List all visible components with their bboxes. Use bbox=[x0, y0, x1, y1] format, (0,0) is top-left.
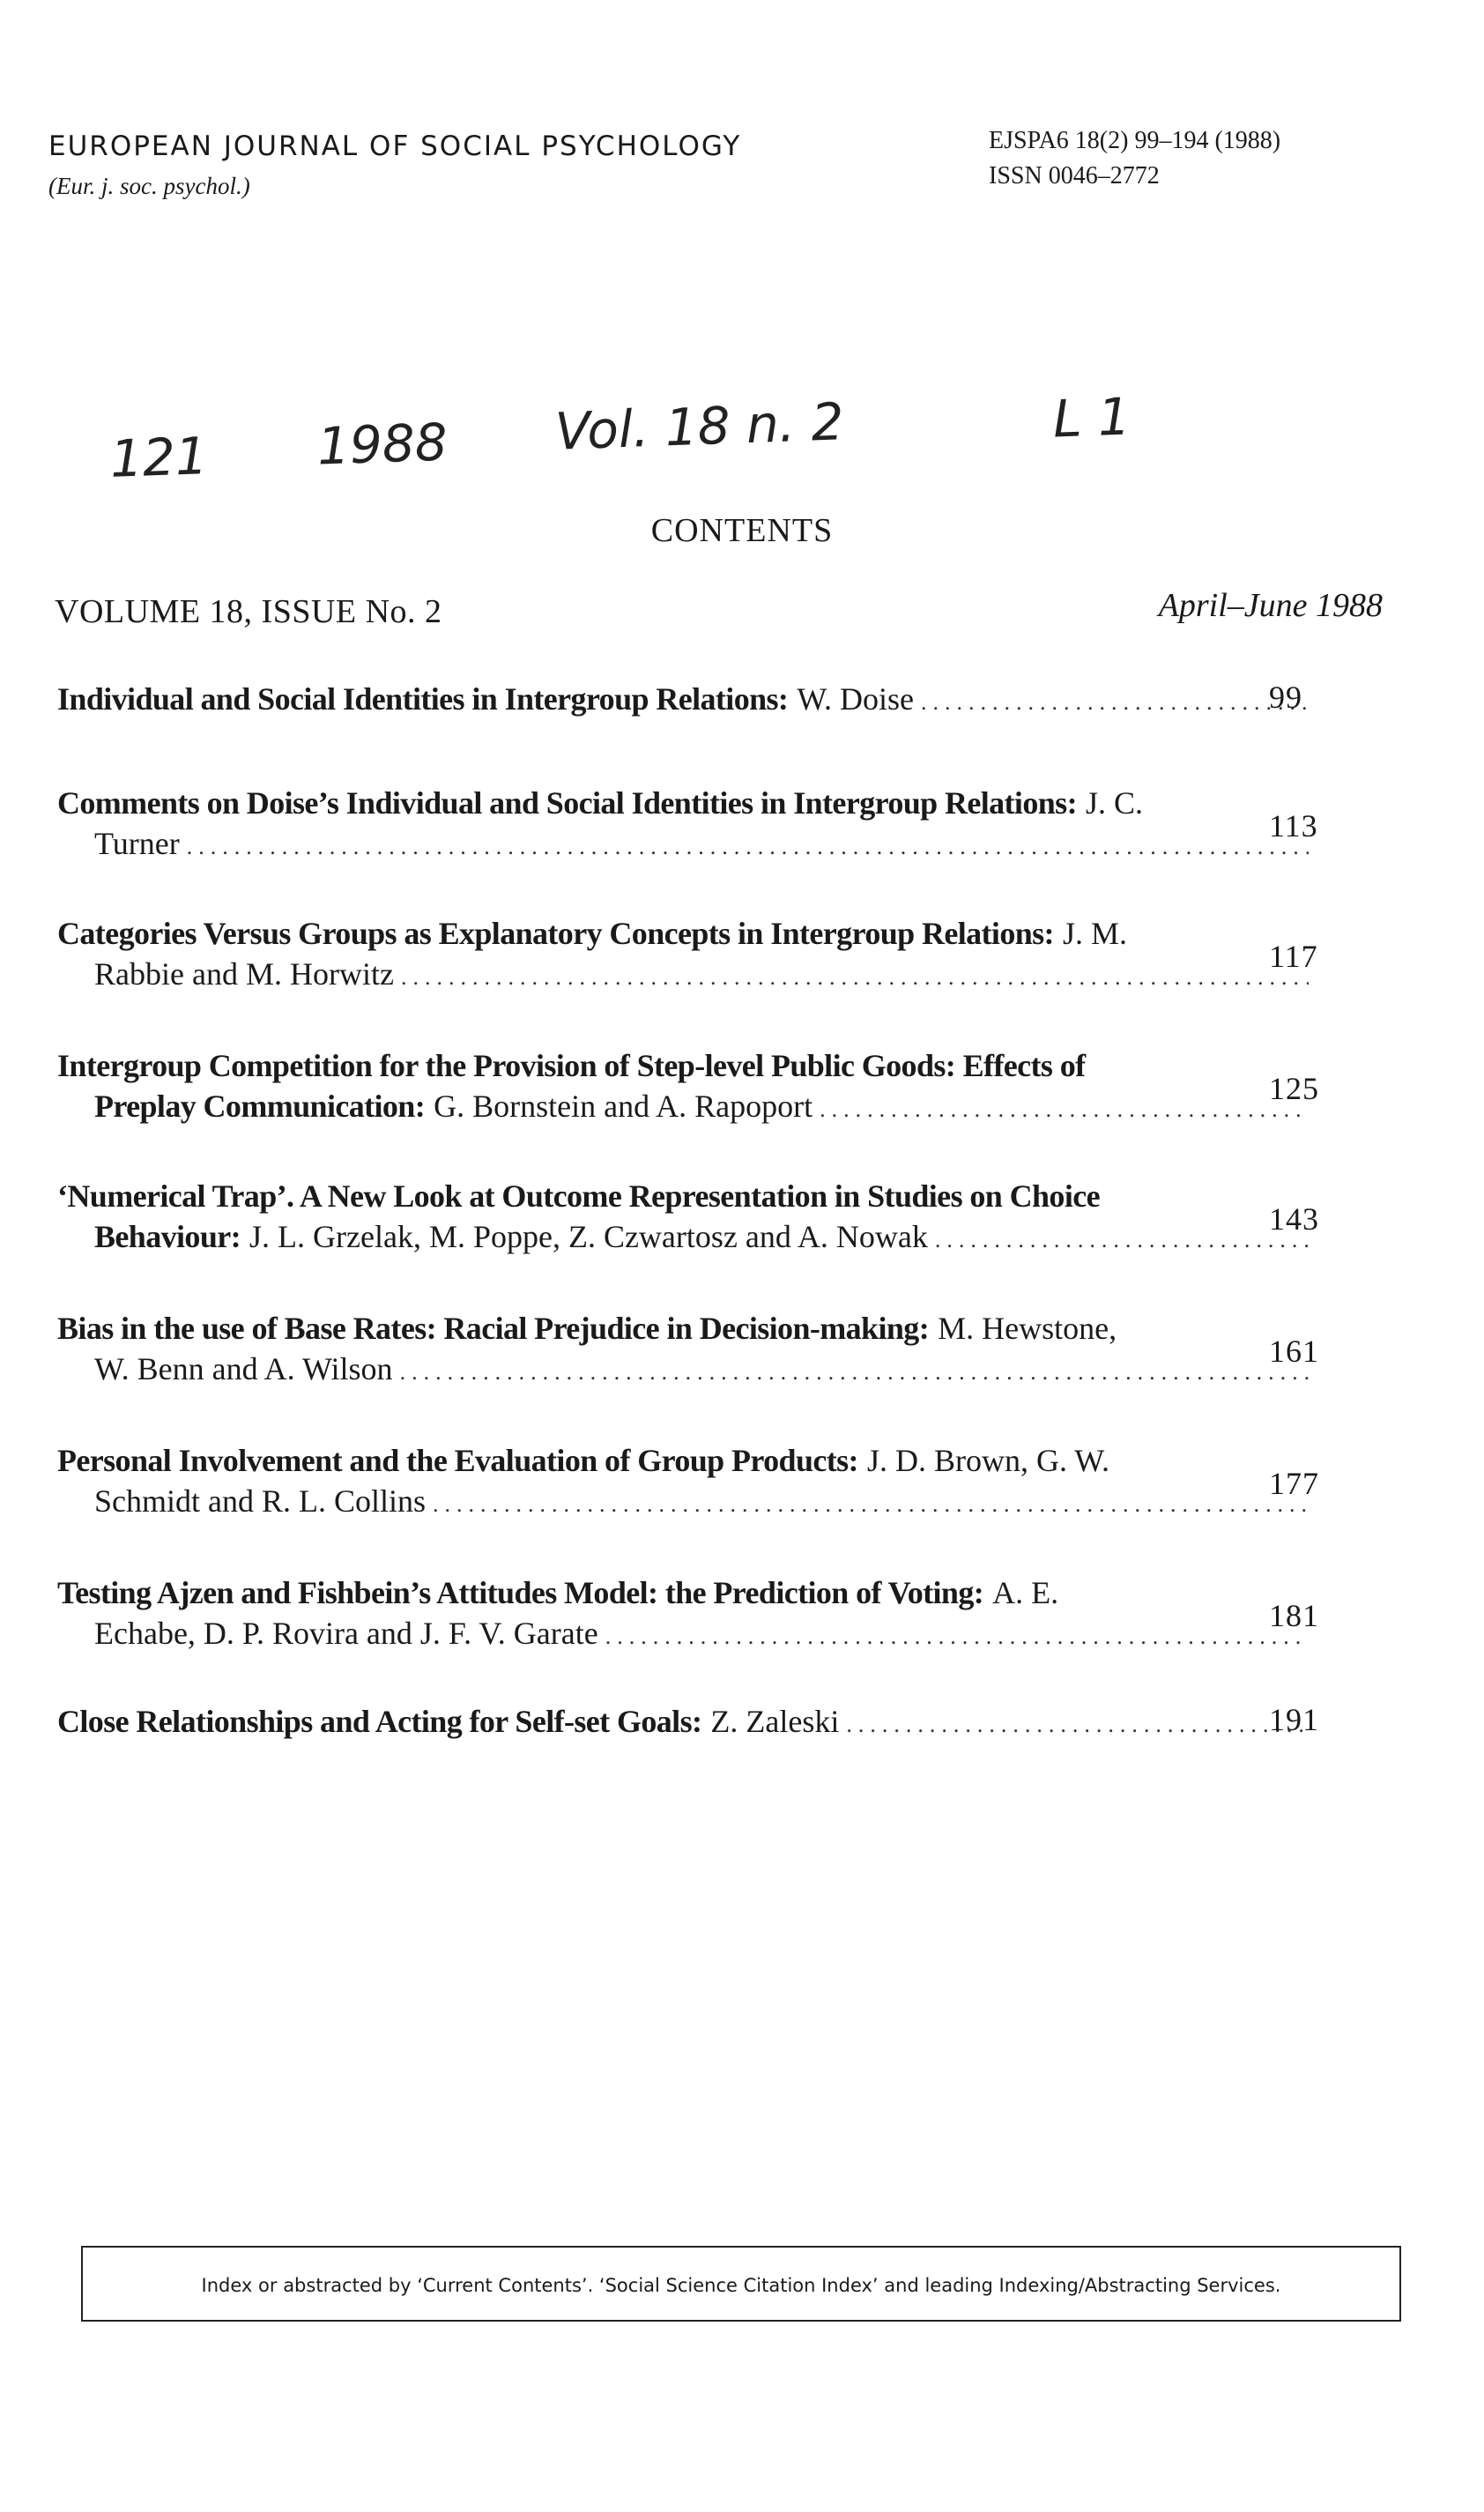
handwritten-note-4: L 1 bbox=[1051, 386, 1132, 450]
entry-title: Personal Involvement and the Evaluation of Group Products: bbox=[57, 1443, 858, 1478]
handwritten-note-3: Vol. 18 n. 2 bbox=[553, 391, 845, 462]
entry-authors: Turner bbox=[94, 826, 180, 861]
entry-authors: Echabe, D. P. Rovira and J. F. V. Garate bbox=[94, 1616, 598, 1651]
entry-title: Comments on Doise’s Individual and Social Identities in Intergroup Relations: bbox=[57, 785, 1077, 821]
toc-entry[interactable] bbox=[57, 1176, 1379, 1260]
entry-authors: W. Doise bbox=[797, 681, 914, 717]
leader-dots bbox=[921, 682, 1309, 723]
coden-code: EJSPA6 18(2) 99–194 (1988) bbox=[989, 127, 1281, 154]
entry-title: Individual and Social Identities in Intergroup Relations: bbox=[57, 681, 789, 717]
entry-page-number: 99 bbox=[1269, 680, 1302, 715]
entry-title: Intergroup Competition for the Provision of Step-level Public Goods: Effects of bbox=[57, 1048, 1086, 1083]
entry-authors: J. C. bbox=[1085, 785, 1143, 821]
toc-entry[interactable] bbox=[57, 1572, 1379, 1657]
entry-authors: J. L. Grzelak, M. Poppe, Z. Czwartosz and A. Nowak bbox=[249, 1219, 928, 1254]
entry-page-number: 125 bbox=[1269, 1071, 1319, 1106]
journal-codes bbox=[989, 123, 1280, 194]
issn-code: ISSN 0046–2772 bbox=[989, 162, 1160, 190]
entry-title: Preplay Communication: bbox=[94, 1089, 426, 1124]
entry-title: Categories Versus Groups as Explanatory Concepts in Intergroup Relations: bbox=[57, 916, 1054, 951]
contents-heading: CONTENTS bbox=[650, 512, 834, 549]
toc-entry[interactable] bbox=[57, 1308, 1379, 1393]
handwritten-note-2: 1988 bbox=[315, 412, 449, 477]
leader-dots bbox=[401, 957, 1309, 998]
entry-title: Bias in the use of Base Rates: Racial Prejudice in Decision-making: bbox=[57, 1311, 930, 1346]
toc-entry[interactable] bbox=[57, 783, 1379, 867]
toc-entry[interactable] bbox=[57, 913, 1379, 998]
toc-entry[interactable] bbox=[57, 1045, 1379, 1130]
entry-page-number: 191 bbox=[1269, 1702, 1319, 1737]
leader-dots bbox=[820, 1089, 1309, 1130]
entry-authors: Rabbie and M. Horwitz bbox=[94, 956, 394, 992]
entry-authors: Z. Zaleski bbox=[710, 1704, 840, 1739]
entry-page-number: 113 bbox=[1269, 808, 1318, 844]
toc-entry[interactable] bbox=[57, 679, 1379, 723]
entry-title: Close Relationships and Acting for Self-set Goals: bbox=[57, 1704, 702, 1739]
leader-dots bbox=[187, 827, 1309, 867]
entry-page-number: 177 bbox=[1269, 1466, 1319, 1501]
entry-page-number: 117 bbox=[1269, 939, 1318, 974]
leader-dots bbox=[846, 1705, 1309, 1745]
toc-entry[interactable] bbox=[57, 1701, 1379, 1745]
journal-title: EUROPEAN JOURNAL OF SOCIAL PSYCHOLOGY bbox=[48, 130, 742, 162]
journal-abbreviation: (Eur. j. soc. psychol.) bbox=[48, 173, 250, 199]
issue-date: April–June 1988 bbox=[1158, 587, 1383, 624]
entry-authors: M. Hewstone, bbox=[938, 1311, 1117, 1346]
entry-authors: J. M. bbox=[1062, 916, 1127, 951]
entry-authors: W. Benn and A. Wilson bbox=[94, 1351, 393, 1386]
entry-authors: G. Bornstein and A. Rapoport bbox=[434, 1089, 813, 1124]
entry-title: Testing Ajzen and Fishbein’s Attitudes Model: the Prediction of Voting: bbox=[57, 1575, 984, 1610]
index-note: Index or abstracted by ‘Current Contents’. ‘Social Science Citation Index’ and leading Indexing/Abstracting Services. bbox=[201, 2275, 1281, 2296]
leader-dots bbox=[935, 1220, 1309, 1260]
entry-title: Behaviour: bbox=[94, 1219, 241, 1254]
entry-page-number: 181 bbox=[1269, 1598, 1319, 1633]
index-note-box bbox=[81, 2246, 1401, 2322]
entry-title: ‘Numerical Trap’. A New Look at Outcome Representation in Studies on Choice bbox=[57, 1178, 1100, 1214]
toc-entry[interactable] bbox=[57, 1440, 1379, 1525]
entry-page-number: 143 bbox=[1269, 1201, 1319, 1237]
leader-dots bbox=[605, 1616, 1309, 1657]
entry-authors: A. E. bbox=[992, 1575, 1059, 1610]
handwritten-note-1: 121 bbox=[108, 426, 209, 489]
leader-dots bbox=[433, 1484, 1309, 1525]
entry-page-number: 161 bbox=[1269, 1334, 1319, 1369]
entry-authors: J. D. Brown, G. W. bbox=[866, 1443, 1109, 1478]
volume-issue: VOLUME 18, ISSUE No. 2 bbox=[55, 593, 442, 630]
entry-authors: Schmidt and R. L. Collins bbox=[94, 1483, 427, 1519]
leader-dots bbox=[400, 1352, 1309, 1393]
